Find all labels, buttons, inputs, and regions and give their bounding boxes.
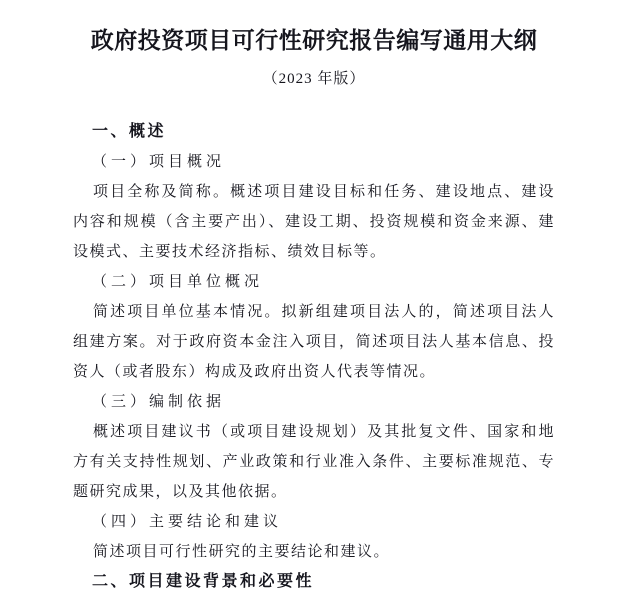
- paragraph-line: 概述项目建议书（或项目建设规划）及其批复文件、国家和地: [93, 424, 555, 440]
- document-body: [73, 117, 555, 592]
- section-heading-1: 一、概述: [92, 123, 167, 140]
- paragraph-line: 题研究成果，以及其他依据。: [73, 484, 288, 500]
- paragraph-line: 资人（或者股东）构成及政府出资人代表等情况。: [73, 364, 437, 380]
- subsection-heading-1-3: （三）编制依据: [92, 394, 226, 410]
- paragraph-line: 组建方案。对于政府资本金注入项目，简述项目法人基本信息、投: [73, 334, 555, 350]
- subsection-heading-1-4: （四）主要结论和建议: [92, 514, 283, 530]
- subsection-heading-1-2: （二）项目单位概况: [92, 274, 264, 290]
- paragraph-line: 方有关支持性规划、产业政策和行业准入条件、主要标准规范、专: [73, 454, 555, 470]
- paragraph-line: 简述项目单位基本情况。拟新组建项目法人的，简述项目法人: [93, 304, 555, 320]
- paragraph-line: 设模式、主要技术经济指标、绩效目标等。: [73, 244, 387, 260]
- document-title: 政府投资项目可行性研究报告编写通用大纲: [90, 28, 538, 53]
- subsection-heading-1-1: （一）项目概况: [92, 154, 226, 170]
- paragraph-line: 简述项目可行性研究的主要结论和建议。: [93, 544, 391, 560]
- paragraph-line: 内容和规模（含主要产出）、建设工期、投资规模和资金来源、建: [73, 214, 555, 230]
- section-heading-2: 二、项目建设背景和必要性: [92, 573, 315, 590]
- document-subtitle: （2023 年版）: [262, 71, 366, 87]
- paragraph-line: 项目全称及简称。概述项目建设目标和任务、建设地点、建设: [93, 184, 555, 200]
